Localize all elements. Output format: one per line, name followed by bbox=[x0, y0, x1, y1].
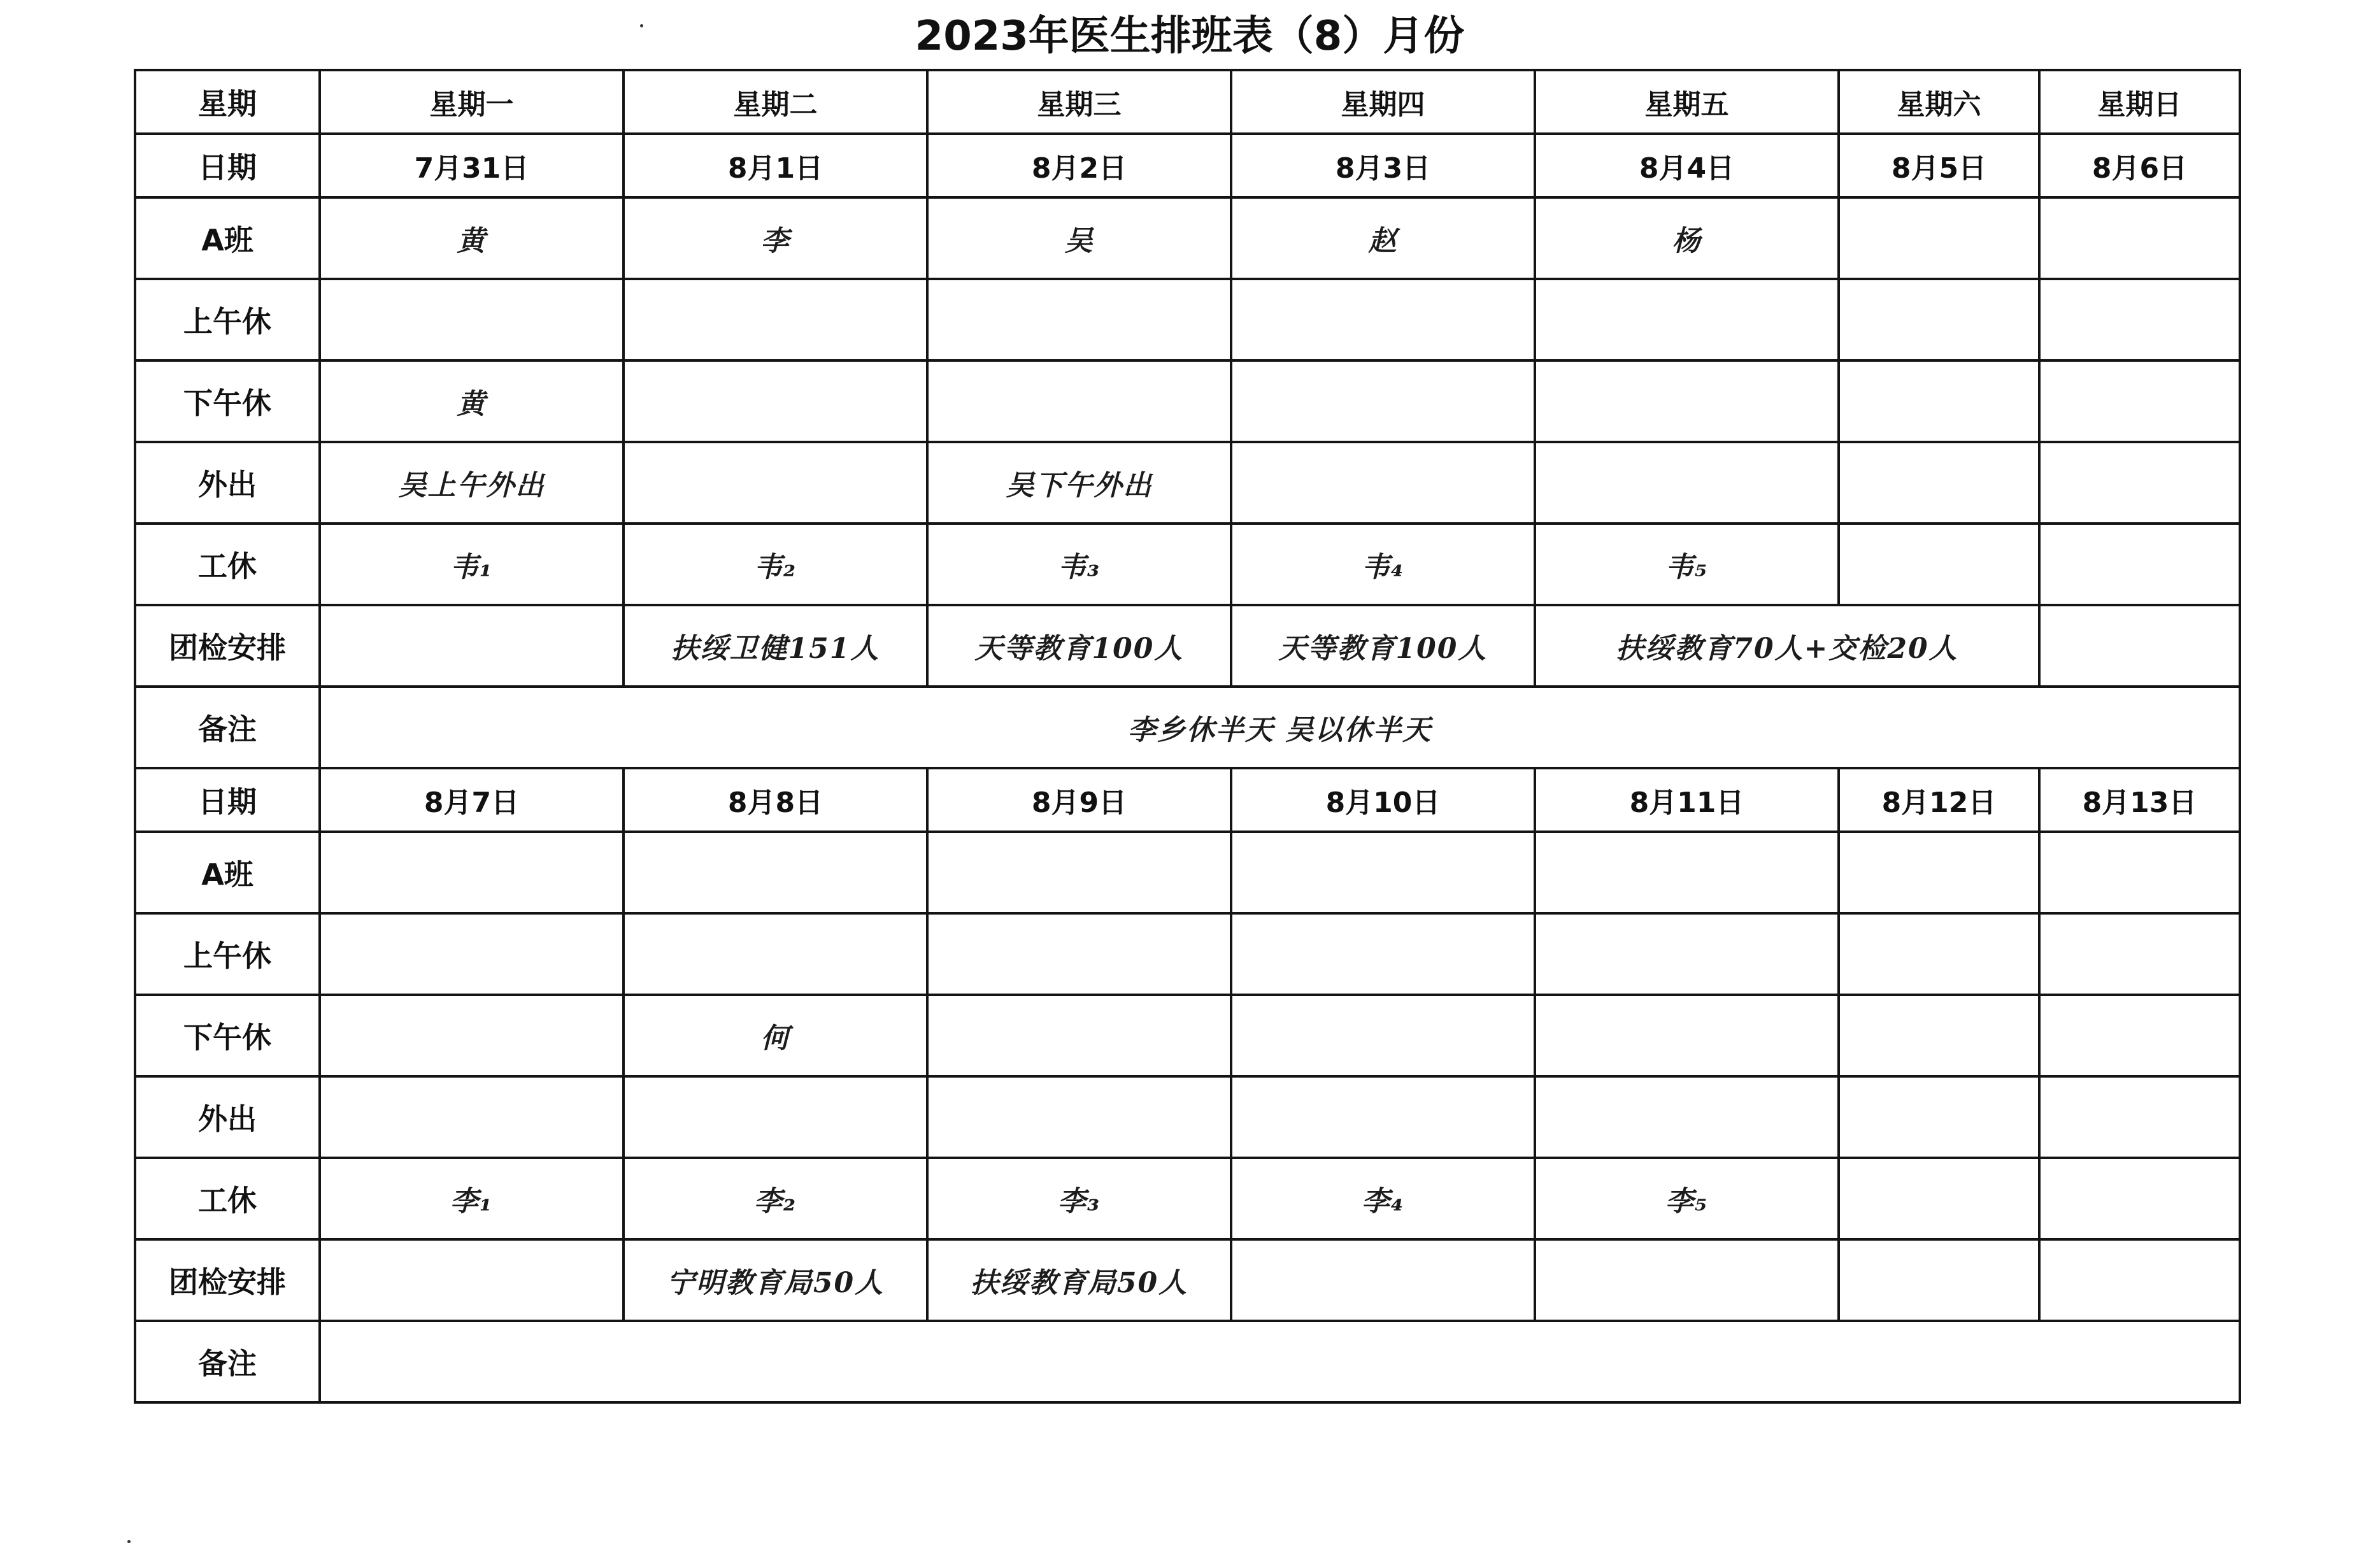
page-title: 2023年医生排班表（8）月份 bbox=[915, 13, 1465, 60]
group-exam-cell: 天等教育100人 bbox=[1231, 605, 1535, 687]
afternoon-off-cell bbox=[320, 995, 624, 1076]
morning-off-cell bbox=[1839, 913, 2039, 995]
date-cell: 8月10日 bbox=[1231, 768, 1535, 832]
group-exam-cell: 扶绥教育局50人 bbox=[927, 1239, 1231, 1321]
group-exam-cell: 扶绥教育70人+交检20人 bbox=[1535, 605, 2039, 687]
morning-off-cell bbox=[2039, 279, 2240, 360]
morning-off-row bbox=[135, 913, 2240, 995]
work-rest-label: 工休 bbox=[135, 524, 320, 605]
work-rest-label: 工休 bbox=[135, 1158, 320, 1239]
work-rest-cell bbox=[2039, 1158, 2240, 1239]
date-cell: 8月13日 bbox=[2039, 768, 2240, 832]
date-cell: 8月3日 bbox=[1231, 134, 1535, 197]
a-shift-cell bbox=[1231, 832, 1535, 913]
a-shift-cell bbox=[927, 832, 1231, 913]
scan-speck bbox=[640, 24, 643, 27]
outing-cell bbox=[2039, 442, 2240, 524]
morning-off-cell bbox=[2039, 913, 2240, 995]
date-cell: 8月11日 bbox=[1535, 768, 1839, 832]
work-rest-cell: 韦₁ bbox=[320, 524, 624, 605]
afternoon-off-cell: 何 bbox=[624, 995, 927, 1076]
morning-off-cell bbox=[320, 913, 624, 995]
date-cell: 8月12日 bbox=[1839, 768, 2039, 832]
outing-cell bbox=[1839, 442, 2039, 524]
date-label: 日期 bbox=[135, 768, 320, 832]
schedule-table bbox=[134, 69, 2241, 1404]
morning-off-cell bbox=[320, 279, 624, 360]
morning-off-label: 上午休 bbox=[135, 279, 320, 360]
outing-cell bbox=[624, 1076, 927, 1158]
weekday-header: 星期日 bbox=[2039, 70, 2240, 134]
afternoon-off-cell bbox=[1839, 360, 2039, 442]
morning-off-cell bbox=[1231, 279, 1535, 360]
remarks-cell: 李乡休半天 吴以休半天 bbox=[320, 687, 2240, 768]
afternoon-off-cell: 黄 bbox=[320, 360, 624, 442]
outing-cell bbox=[2039, 1076, 2240, 1158]
outing-cell bbox=[1535, 1076, 1839, 1158]
outing-cell bbox=[1231, 442, 1535, 524]
date-cell: 8月8日 bbox=[624, 768, 927, 832]
group-exam-cell bbox=[2039, 1239, 2240, 1321]
morning-off-cell bbox=[1839, 279, 2039, 360]
group-exam-cell bbox=[1231, 1239, 1535, 1321]
scan-speck bbox=[127, 1540, 131, 1543]
afternoon-off-cell bbox=[624, 360, 927, 442]
work-rest-cell bbox=[1839, 524, 2039, 605]
group-exam-label: 团检安排 bbox=[135, 605, 320, 687]
date-cell: 8月9日 bbox=[927, 768, 1231, 832]
afternoon-off-label: 下午休 bbox=[135, 995, 320, 1076]
group-exam-cell: 天等教育100人 bbox=[927, 605, 1231, 687]
afternoon-off-cell bbox=[1231, 360, 1535, 442]
work-rest-cell: 李₄ bbox=[1231, 1158, 1535, 1239]
group-exam-cell bbox=[2039, 605, 2240, 687]
a-shift-cell bbox=[1839, 197, 2039, 279]
a-shift-cell bbox=[2039, 832, 2240, 913]
outing-row bbox=[135, 1076, 2240, 1158]
a-shift-cell bbox=[1839, 832, 2039, 913]
group-exam-label: 团检安排 bbox=[135, 1239, 320, 1321]
work-rest-row bbox=[135, 524, 2240, 605]
weekday-label: 星期 bbox=[135, 70, 320, 134]
work-rest-cell bbox=[2039, 524, 2240, 605]
work-rest-cell: 李₁ bbox=[320, 1158, 624, 1239]
date-cell: 8月6日 bbox=[2039, 134, 2240, 197]
group-exam-cell: 宁明教育局50人 bbox=[624, 1239, 927, 1321]
a-shift-row bbox=[135, 197, 2240, 279]
outing-cell bbox=[1839, 1076, 2039, 1158]
a-shift-row bbox=[135, 832, 2240, 913]
morning-off-cell bbox=[1535, 279, 1839, 360]
group-exam-row bbox=[135, 1239, 2240, 1321]
date-row bbox=[135, 134, 2240, 197]
date-cell: 8月1日 bbox=[624, 134, 927, 197]
a-shift-cell: 李 bbox=[624, 197, 927, 279]
date-cell: 7月31日 bbox=[320, 134, 624, 197]
work-rest-cell: 韦₂ bbox=[624, 524, 927, 605]
a-shift-cell bbox=[1535, 832, 1839, 913]
outing-cell bbox=[1535, 442, 1839, 524]
a-shift-cell bbox=[624, 832, 927, 913]
outing-cell bbox=[624, 442, 927, 524]
work-rest-cell: 李₃ bbox=[927, 1158, 1231, 1239]
weekday-header: 星期三 bbox=[927, 70, 1231, 134]
outing-cell bbox=[320, 1076, 624, 1158]
work-rest-cell: 韦₄ bbox=[1231, 524, 1535, 605]
group-exam-cell bbox=[320, 1239, 624, 1321]
group-exam-cell: 扶绥卫健151人 bbox=[624, 605, 927, 687]
outing-cell bbox=[1231, 1076, 1535, 1158]
morning-off-row bbox=[135, 279, 2240, 360]
afternoon-off-cell bbox=[2039, 995, 2240, 1076]
outing-cell bbox=[927, 1076, 1231, 1158]
afternoon-off-cell bbox=[1839, 995, 2039, 1076]
a-shift-label: A班 bbox=[135, 197, 320, 279]
work-rest-cell: 李₂ bbox=[624, 1158, 927, 1239]
morning-off-label: 上午休 bbox=[135, 913, 320, 995]
a-shift-cell: 黄 bbox=[320, 197, 624, 279]
work-rest-cell: 李₅ bbox=[1535, 1158, 1839, 1239]
a-shift-cell bbox=[2039, 197, 2240, 279]
date-label: 日期 bbox=[135, 134, 320, 197]
afternoon-off-cell bbox=[1231, 995, 1535, 1076]
morning-off-cell bbox=[624, 279, 927, 360]
outing-label: 外出 bbox=[135, 442, 320, 524]
weekday-header: 星期五 bbox=[1535, 70, 1839, 134]
morning-off-cell bbox=[1535, 913, 1839, 995]
afternoon-off-cell bbox=[1535, 995, 1839, 1076]
date-cell: 8月7日 bbox=[320, 768, 624, 832]
a-shift-cell: 吴 bbox=[927, 197, 1231, 279]
weekday-header: 星期六 bbox=[1839, 70, 2039, 134]
date-cell: 8月2日 bbox=[927, 134, 1231, 197]
remarks-label: 备注 bbox=[135, 1321, 320, 1402]
group-exam-cell bbox=[1839, 1239, 2039, 1321]
morning-off-cell bbox=[1231, 913, 1535, 995]
outing-cell: 吴上午外出 bbox=[320, 442, 624, 524]
work-rest-cell: 韦₃ bbox=[927, 524, 1231, 605]
work-rest-cell: 韦₅ bbox=[1535, 524, 1839, 605]
date-cell: 8月4日 bbox=[1535, 134, 1839, 197]
remarks-cell bbox=[320, 1321, 2240, 1402]
a-shift-cell: 赵 bbox=[1231, 197, 1535, 279]
weekday-header: 星期一 bbox=[320, 70, 624, 134]
work-rest-cell bbox=[1839, 1158, 2039, 1239]
date-row bbox=[135, 768, 2240, 832]
weekday-row bbox=[135, 70, 2240, 134]
group-exam-cell bbox=[320, 605, 624, 687]
work-rest-row bbox=[135, 1158, 2240, 1239]
afternoon-off-row bbox=[135, 995, 2240, 1076]
outing-row bbox=[135, 442, 2240, 524]
afternoon-off-row bbox=[135, 360, 2240, 442]
afternoon-off-cell bbox=[927, 995, 1231, 1076]
remarks-row bbox=[135, 687, 2240, 768]
group-exam-row bbox=[135, 605, 2240, 687]
weekday-header: 星期四 bbox=[1231, 70, 1535, 134]
a-shift-cell bbox=[320, 832, 624, 913]
afternoon-off-label: 下午休 bbox=[135, 360, 320, 442]
outing-cell: 吴下午外出 bbox=[927, 442, 1231, 524]
group-exam-cell bbox=[1535, 1239, 1839, 1321]
afternoon-off-cell bbox=[1535, 360, 1839, 442]
afternoon-off-cell bbox=[2039, 360, 2240, 442]
date-cell: 8月5日 bbox=[1839, 134, 2039, 197]
afternoon-off-cell bbox=[927, 360, 1231, 442]
morning-off-cell bbox=[927, 913, 1231, 995]
morning-off-cell bbox=[624, 913, 927, 995]
morning-off-cell bbox=[927, 279, 1231, 360]
a-shift-cell: 杨 bbox=[1535, 197, 1839, 279]
remarks-label: 备注 bbox=[135, 687, 320, 768]
remarks-row bbox=[135, 1321, 2240, 1402]
weekday-header: 星期二 bbox=[624, 70, 927, 134]
outing-label: 外出 bbox=[135, 1076, 320, 1158]
a-shift-label: A班 bbox=[135, 832, 320, 913]
